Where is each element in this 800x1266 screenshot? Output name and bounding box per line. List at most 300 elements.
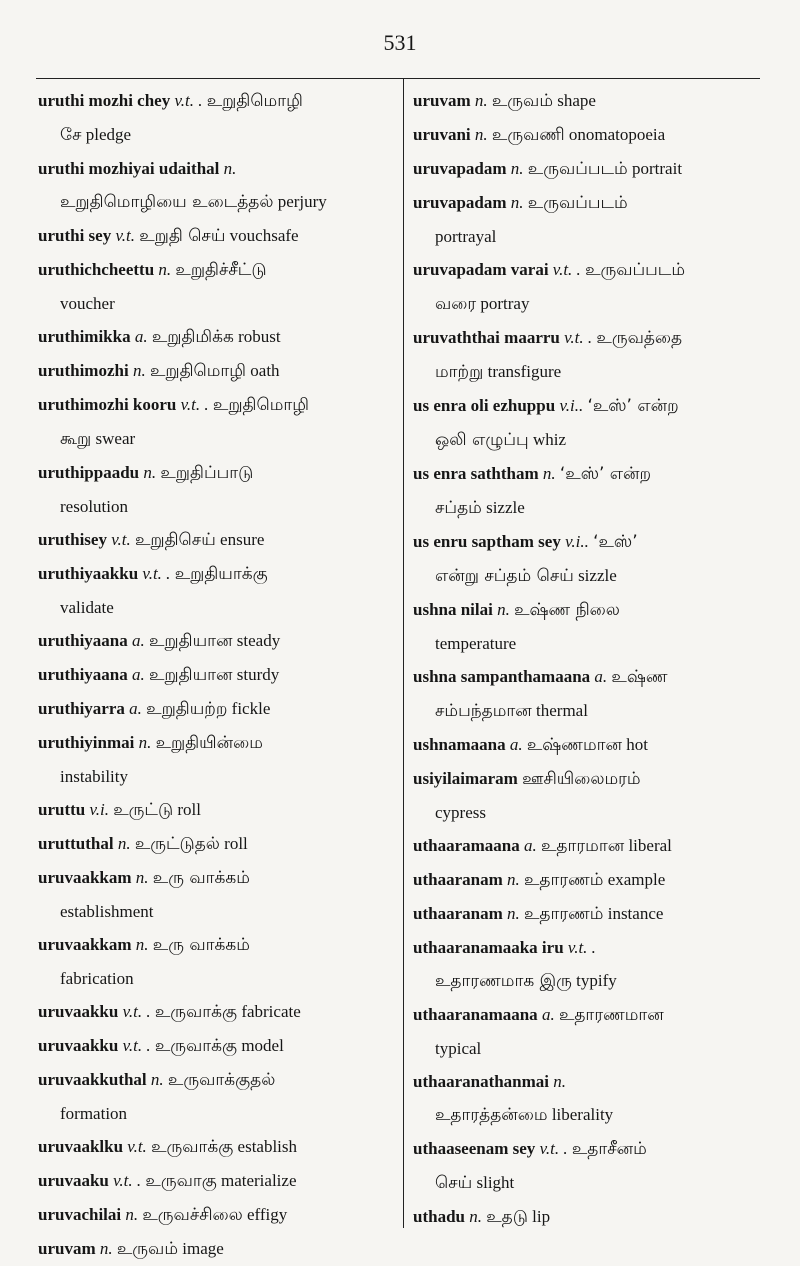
entry-first-line — [413, 836, 672, 855]
entry-first-line — [38, 159, 236, 178]
part-of-speech: n. — [150, 1070, 164, 1089]
part-of-speech: v.t. . — [122, 1036, 151, 1055]
part-of-speech: v.t. . — [552, 260, 581, 279]
english-meaning: roll — [177, 800, 201, 819]
tamil-word-continued: வரை — [435, 294, 477, 314]
headword: uruthiyaakku — [38, 564, 139, 583]
headword: uruthimikka — [38, 327, 131, 346]
part-of-speech: n. — [542, 464, 556, 483]
entry-first-line — [38, 91, 303, 110]
english-meaning: liberality — [551, 1105, 614, 1124]
entry-first-line — [38, 631, 280, 650]
tamil-word-continued: ஒலி எழுப்பு — [435, 430, 529, 450]
headword: uruthi mozhi chey — [38, 91, 171, 110]
entry-continuation — [38, 895, 398, 928]
part-of-speech: n. — [497, 600, 510, 619]
headword: uruttuthal — [38, 834, 114, 853]
entry-first-line — [38, 564, 268, 583]
entry-continuation — [413, 627, 763, 660]
part-of-speech: a. — [509, 735, 523, 754]
headword: uthaaranam — [413, 904, 503, 923]
english-meaning: portray — [480, 294, 530, 313]
part-of-speech: v.t. — [111, 530, 131, 549]
dictionary-entry — [413, 762, 763, 829]
part-of-speech: n. — [132, 361, 146, 380]
english-meaning: typify — [576, 971, 617, 990]
entry-first-line — [413, 260, 685, 279]
tamil-word: உருட்டுதல் — [134, 834, 220, 854]
part-of-speech: n. — [135, 935, 149, 954]
tamil-word: உதாரணம் — [523, 870, 604, 890]
dictionary-entry — [38, 1198, 398, 1232]
part-of-speech: a. — [134, 327, 148, 346]
english-meaning: portrayal — [435, 227, 497, 246]
part-of-speech: a. — [541, 1005, 555, 1024]
entry-first-line — [38, 1205, 287, 1224]
english-meaning: instance — [607, 904, 664, 923]
dictionary-entry — [38, 1029, 398, 1063]
entry-first-line — [413, 396, 679, 415]
entry-continuation — [413, 1166, 763, 1200]
english-meaning: model — [241, 1036, 284, 1055]
dictionary-entry — [413, 525, 763, 593]
tamil-word: உதாரணம் — [523, 904, 604, 924]
english-meaning: fabrication — [60, 969, 134, 988]
part-of-speech: n. — [99, 1239, 113, 1258]
entry-continuation — [413, 796, 763, 829]
tamil-word: உறுதிமொழி — [212, 395, 309, 415]
part-of-speech: v.i.. — [565, 532, 589, 551]
headword: uruthi mozhiyai udaithal — [38, 159, 220, 178]
entry-first-line — [413, 1072, 566, 1091]
entry-continuation — [38, 962, 398, 995]
entry-first-line — [38, 1036, 284, 1055]
headword: uruvaakkam — [38, 935, 132, 954]
dictionary-entry — [413, 897, 763, 931]
dictionary-entry — [38, 793, 398, 827]
english-meaning: establishment — [60, 902, 154, 921]
dictionary-entry — [38, 152, 398, 219]
tamil-word: உறுதியின்மை — [155, 733, 263, 753]
part-of-speech: n. — [553, 1072, 567, 1091]
dictionary-entry — [413, 389, 763, 457]
headword: uruttu — [38, 800, 86, 819]
part-of-speech: n. — [510, 193, 524, 212]
entry-continuation — [413, 355, 763, 389]
tamil-word: உருவாக்குதல் — [167, 1070, 276, 1090]
entry-first-line — [413, 125, 665, 144]
tamil-word: ‘உஸ்’ — [593, 532, 638, 552]
part-of-speech: a. — [523, 836, 537, 855]
english-meaning: sizzle — [578, 566, 617, 585]
tamil-word-continued: செய் — [435, 1173, 473, 1193]
part-of-speech: v.t. . — [539, 1139, 568, 1158]
headword: us enra saththam — [413, 464, 539, 483]
dictionary-entry — [413, 998, 763, 1065]
english-meaning: onomatopoeia — [568, 125, 666, 144]
english-meaning: image — [182, 1239, 224, 1258]
entry-continuation — [413, 423, 763, 457]
dictionary-entry — [413, 829, 763, 863]
entry-first-line — [413, 159, 682, 178]
entry-first-line — [38, 395, 309, 414]
entry-continuation — [38, 185, 398, 219]
dictionary-entry — [413, 321, 763, 389]
tamil-word: உருவாக்கு — [151, 1137, 234, 1157]
header-rule — [36, 78, 760, 79]
headword: uthaaramaana — [413, 836, 520, 855]
headword: uruvani — [413, 125, 471, 144]
part-of-speech: v.t. . — [122, 1002, 151, 1021]
dictionary-entry — [38, 1063, 398, 1130]
english-meaning: instability — [60, 767, 128, 786]
dictionary-entry — [413, 1200, 763, 1234]
entry-first-line — [38, 361, 280, 380]
english-meaning: sturdy — [236, 665, 280, 684]
entry-first-line — [413, 769, 641, 788]
english-meaning: sizzle — [486, 498, 525, 517]
english-meaning: roll — [224, 834, 248, 853]
tamil-word: உஷ்ண நிலை — [514, 600, 620, 620]
entry-first-line — [413, 328, 682, 347]
english-meaning: whiz — [532, 430, 566, 449]
english-meaning: lip — [532, 1207, 551, 1226]
tamil-word: உருவாக்கு — [154, 1002, 238, 1022]
headword: uruthi sey — [38, 226, 112, 245]
dictionary-entry — [38, 692, 398, 726]
tamil-word: உருவம் — [491, 91, 554, 111]
entry-first-line — [38, 327, 281, 346]
part-of-speech: n. — [143, 463, 157, 482]
english-meaning: pledge — [85, 125, 132, 144]
dictionary-entry — [38, 624, 398, 658]
entry-first-line — [413, 193, 628, 212]
entry-first-line — [413, 600, 620, 619]
dictionary-entry — [413, 1132, 763, 1200]
part-of-speech: a. — [132, 665, 145, 684]
entry-first-line — [38, 665, 279, 684]
part-of-speech: v.t. — [115, 226, 135, 245]
english-meaning: materialize — [220, 1171, 297, 1190]
dictionary-entry — [413, 152, 763, 186]
headword: uruvapadam — [413, 159, 507, 178]
english-meaning: portrait — [632, 159, 683, 178]
dictionary-entry — [38, 928, 398, 995]
entry-first-line — [38, 699, 270, 718]
tamil-word: உறுதிப்பாடு — [160, 463, 254, 483]
entry-continuation — [38, 1097, 398, 1130]
headword: uthaaranamaana — [413, 1005, 538, 1024]
headword: uruthiyaana — [38, 665, 128, 684]
dictionary-entry — [38, 219, 398, 253]
english-meaning: voucher — [60, 294, 115, 313]
entry-continuation — [38, 760, 398, 793]
english-meaning: validate — [60, 598, 114, 617]
entry-continuation — [413, 220, 763, 253]
tamil-word: உருவாகு — [145, 1171, 217, 1191]
dictionary-entry — [38, 726, 398, 793]
entry-first-line — [413, 1139, 647, 1158]
dictionary-entry — [413, 931, 763, 998]
dictionary-entry — [38, 523, 398, 557]
tamil-word: ஊசியிலைமரம் — [522, 769, 641, 789]
entry-continuation — [38, 118, 398, 152]
english-meaning: swear — [95, 429, 136, 448]
part-of-speech: n. — [474, 91, 488, 110]
tamil-word-continued: மாற்று — [435, 362, 484, 382]
entry-continuation — [413, 694, 763, 728]
entry-first-line — [413, 667, 668, 686]
entry-first-line — [413, 1005, 664, 1024]
entry-first-line — [413, 91, 596, 110]
english-meaning: resolution — [60, 497, 128, 516]
right-column — [413, 84, 763, 1234]
entry-continuation — [38, 287, 398, 320]
headword: uruthippaadu — [38, 463, 140, 482]
entry-continuation — [38, 490, 398, 523]
dictionary-entry — [413, 1065, 763, 1132]
column-divider — [403, 78, 404, 1228]
tamil-word: உறுதிச்சீட்டு — [175, 260, 267, 280]
headword: uruvaaku — [38, 1171, 109, 1190]
entry-continuation — [413, 559, 763, 593]
part-of-speech: n. — [506, 904, 520, 923]
headword: uthaaranamaaka iru — [413, 938, 564, 957]
headword: uruthisey — [38, 530, 107, 549]
headword: uruthimozhi — [38, 361, 129, 380]
entry-continuation — [413, 491, 763, 525]
dictionary-entry — [38, 354, 398, 388]
tamil-word: உருவணி — [491, 125, 565, 145]
headword: uruvam — [413, 91, 471, 110]
tamil-word: உருவப்படம் — [585, 260, 686, 280]
tamil-word: உருட்டு — [113, 800, 174, 820]
dictionary-entry — [38, 827, 398, 861]
tamil-word: உதாரணமான — [558, 1005, 664, 1025]
english-meaning: temperature — [435, 634, 517, 653]
headword: uruvaakku — [38, 1002, 119, 1021]
entry-continuation — [38, 422, 398, 456]
tamil-word: உறுதிமொழி — [149, 361, 247, 381]
entry-first-line — [38, 530, 264, 549]
tamil-word: உருவம் — [116, 1239, 179, 1259]
dictionary-entry — [38, 320, 398, 354]
dictionary-entry — [413, 863, 763, 897]
english-meaning: ensure — [220, 530, 265, 549]
dictionary-entry — [38, 1130, 398, 1164]
part-of-speech: n. — [223, 159, 237, 178]
headword: us enru saptham sey — [413, 532, 561, 551]
headword: uruthiyinmai — [38, 733, 135, 752]
entry-first-line — [38, 1070, 275, 1089]
tamil-word: ‘உஸ்’ என்ற — [559, 464, 652, 484]
headword: uruvaaklku — [38, 1137, 124, 1156]
english-meaning: hot — [626, 735, 648, 754]
tamil-word-continued: கூறு — [60, 429, 92, 449]
entry-continuation — [413, 964, 763, 998]
dictionary-entry — [38, 388, 398, 456]
entry-first-line — [413, 735, 648, 754]
page-number: 531 — [383, 30, 417, 55]
tamil-word: உஷ்ண — [611, 667, 668, 687]
part-of-speech: n. — [135, 868, 149, 887]
headword: uruvapadam varai — [413, 260, 549, 279]
part-of-speech: v.i. — [89, 800, 109, 819]
tamil-word: உருவச்சிலை — [142, 1205, 243, 1225]
part-of-speech: v.t. . — [113, 1171, 142, 1190]
entry-first-line — [38, 1171, 297, 1190]
entry-first-line — [38, 260, 267, 279]
headword: uruthimozhi kooru — [38, 395, 177, 414]
tamil-word: உருவப்படம் — [527, 193, 628, 213]
headword: uthadu — [413, 1207, 465, 1226]
part-of-speech: v.t. . — [180, 395, 209, 414]
entry-continuation — [413, 1098, 763, 1132]
english-meaning: formation — [60, 1104, 128, 1123]
english-meaning: vouchsafe — [229, 226, 299, 245]
tamil-word: உதடு — [486, 1207, 528, 1227]
dictionary-entry — [413, 253, 763, 321]
tamil-word: உறுதியற்ற — [146, 699, 228, 719]
part-of-speech: n. — [158, 260, 172, 279]
tamil-word: உறுதியாக்கு — [174, 564, 268, 584]
dictionary-entry — [38, 658, 398, 692]
part-of-speech: a. — [132, 631, 145, 650]
headword: uruthichcheettu — [38, 260, 155, 279]
part-of-speech: n. — [469, 1207, 482, 1226]
tamil-word: உரு வாக்கம் — [152, 868, 250, 888]
english-meaning: example — [607, 870, 666, 889]
entry-continuation — [413, 1032, 763, 1065]
tamil-word: உறுதிமிக்க — [151, 327, 234, 347]
dictionary-entry — [413, 118, 763, 152]
dictionary-entry — [38, 557, 398, 624]
part-of-speech: n. — [125, 1205, 139, 1224]
dictionary-entry — [38, 84, 398, 152]
headword: uruvaththai maarru — [413, 328, 560, 347]
english-meaning: cypress — [435, 803, 486, 822]
tamil-word: உஷ்ணமான — [526, 735, 622, 755]
dictionary-entry — [38, 253, 398, 320]
part-of-speech: v.t. . — [142, 564, 171, 583]
entry-first-line — [38, 834, 248, 853]
part-of-speech: n. — [510, 159, 524, 178]
entry-first-line — [38, 733, 263, 752]
english-meaning: transfigure — [487, 362, 562, 381]
entry-first-line — [38, 935, 250, 954]
tamil-word-continued: சே — [60, 125, 82, 145]
headword: ushna sampanthamaana — [413, 667, 591, 686]
dictionary-entry — [413, 593, 763, 660]
english-meaning: oath — [250, 361, 280, 380]
dictionary-entry — [413, 660, 763, 728]
entry-first-line — [413, 904, 663, 923]
tamil-word: உறுதியான — [149, 665, 233, 685]
entry-first-line — [38, 868, 250, 887]
tamil-word: உரு வாக்கம் — [152, 935, 250, 955]
headword: uruvaakkuthal — [38, 1070, 147, 1089]
entry-first-line — [413, 532, 638, 551]
part-of-speech: n. — [117, 834, 131, 853]
headword: uruvachilai — [38, 1205, 122, 1224]
tamil-word: உருவப்படம் — [527, 159, 628, 179]
tamil-word: உறுதி செய் — [139, 226, 226, 246]
part-of-speech: v.t. — [127, 1137, 147, 1156]
entry-first-line — [38, 800, 201, 819]
english-meaning: robust — [238, 327, 281, 346]
headword: uruthiyarra — [38, 699, 125, 718]
headword: uruvaakkam — [38, 868, 132, 887]
headword: uthaaranathanmai — [413, 1072, 550, 1091]
english-meaning: fabricate — [241, 1002, 301, 1021]
entry-first-line — [413, 1207, 550, 1226]
part-of-speech: n. — [474, 125, 488, 144]
tamil-word: உறுதியான — [149, 631, 233, 651]
entry-first-line — [413, 870, 665, 889]
tamil-word-continued: சப்தம் — [435, 498, 482, 518]
dictionary-entry — [413, 457, 763, 525]
left-column — [38, 84, 398, 1266]
tamil-word-continued: சம்பந்தமான — [435, 701, 532, 721]
english-meaning: steady — [236, 631, 281, 650]
headword: uruvapadam — [413, 193, 507, 212]
entry-first-line — [38, 1002, 301, 1021]
english-meaning: slight — [476, 1173, 515, 1192]
entry-first-line — [38, 1239, 224, 1258]
dictionary-entry — [38, 456, 398, 523]
part-of-speech: v.t. . — [174, 91, 203, 110]
english-meaning: liberal — [628, 836, 672, 855]
part-of-speech: n. — [506, 870, 520, 889]
part-of-speech: v.i.. — [559, 396, 584, 415]
english-meaning: fickle — [231, 699, 271, 718]
english-meaning: typical — [435, 1039, 482, 1058]
entry-first-line — [38, 226, 299, 245]
english-meaning: thermal — [536, 701, 588, 720]
entry-first-line — [413, 464, 651, 483]
tamil-word: உறுதிசெய் — [134, 530, 216, 550]
tamil-word-continued: என்று சப்தம் செய் — [435, 566, 574, 586]
english-meaning: establish — [237, 1137, 298, 1156]
entry-first-line — [413, 938, 596, 957]
dictionary-entry — [38, 995, 398, 1029]
dictionary-entry — [38, 1232, 398, 1266]
headword: uruthiyaana — [38, 631, 128, 650]
headword: uthaaseenam sey — [413, 1139, 536, 1158]
part-of-speech: n. — [138, 733, 152, 752]
english-meaning: effigy — [247, 1205, 288, 1224]
headword: uruvaakku — [38, 1036, 119, 1055]
headword: us enra oli ezhuppu — [413, 396, 556, 415]
tamil-word: உருவத்தை — [596, 328, 683, 348]
tamil-word: உதாரமான — [540, 836, 625, 856]
entry-first-line — [38, 463, 253, 482]
tamil-word: உருவாக்கு — [154, 1036, 238, 1056]
dictionary-entry — [38, 1164, 398, 1198]
tamil-word: ‘உஸ்’ என்ற — [587, 396, 679, 416]
headword: ushnamaana — [413, 735, 506, 754]
part-of-speech: a. — [594, 667, 608, 686]
tamil-word-continued: உறுதிமொழியை உடைத்தல் — [60, 192, 274, 212]
headword: uthaaranam — [413, 870, 503, 889]
part-of-speech: v.t. . — [564, 328, 593, 347]
english-meaning: perjury — [277, 192, 327, 211]
dictionary-entry — [413, 84, 763, 118]
headword: usiyilaimaram — [413, 769, 518, 788]
dictionary-entry — [413, 728, 763, 762]
entry-continuation — [413, 287, 763, 321]
english-meaning: shape — [557, 91, 596, 110]
